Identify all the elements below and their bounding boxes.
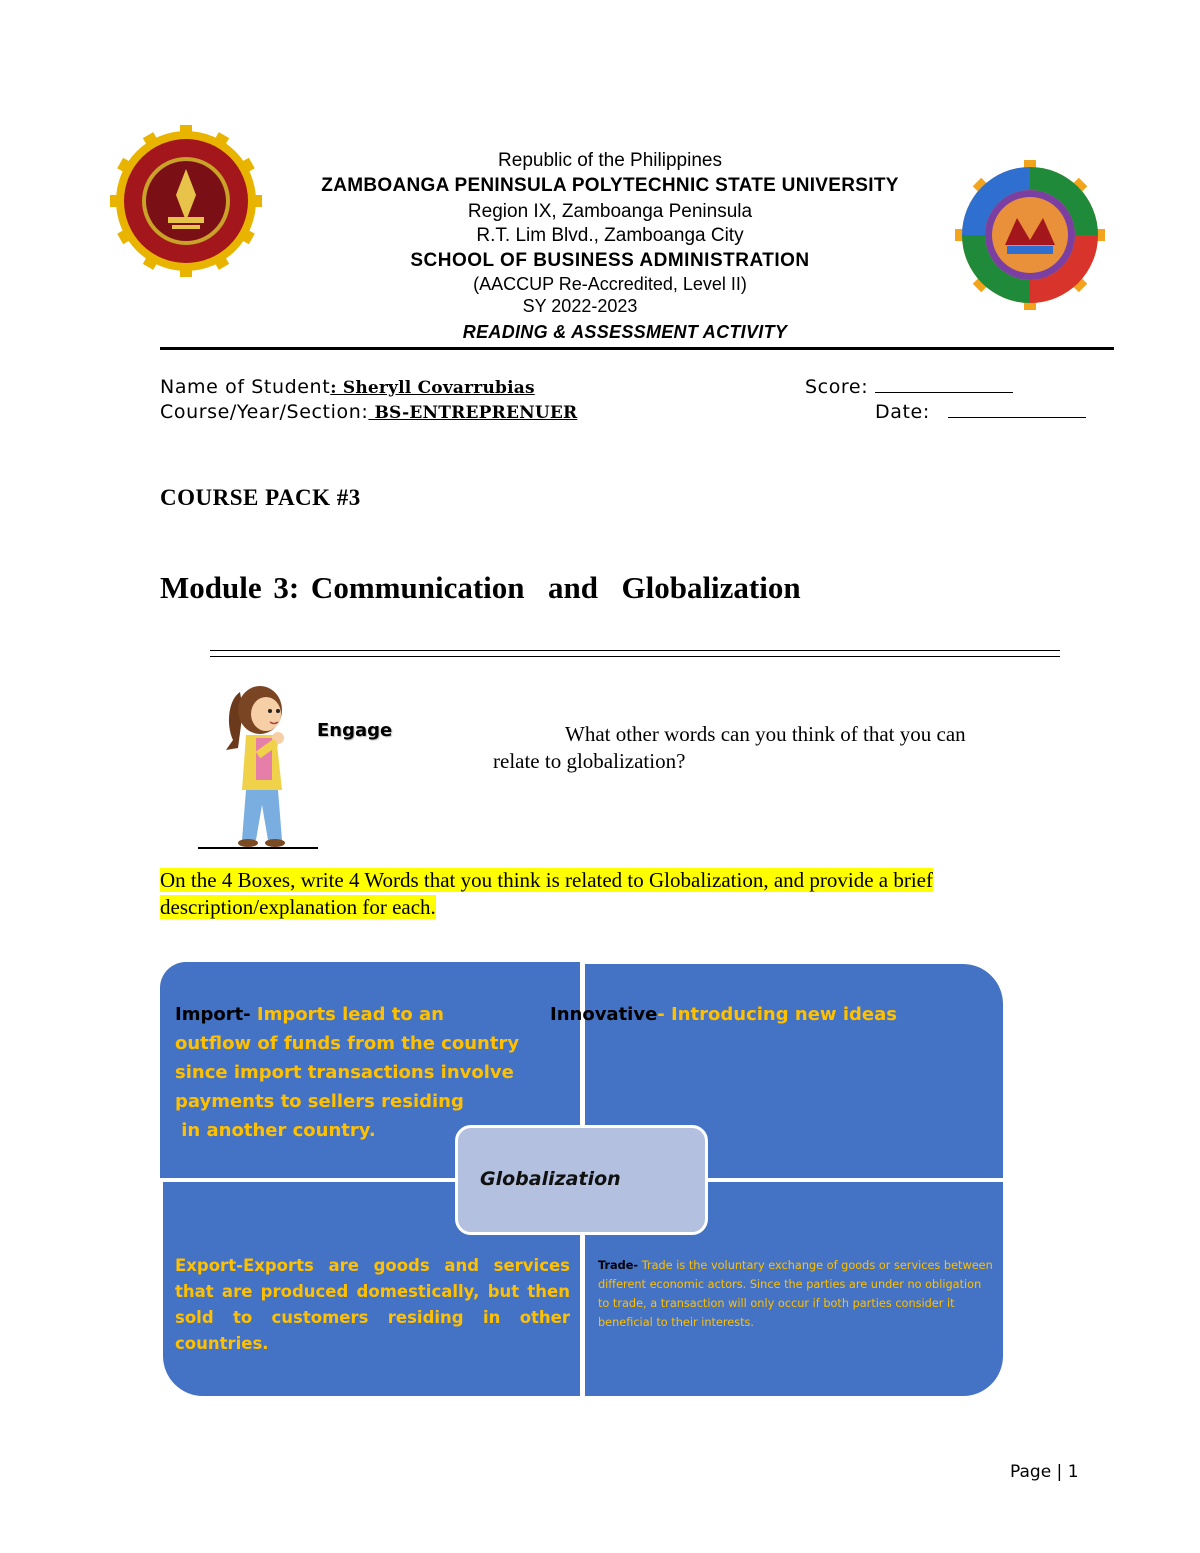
- score-label: Score:: [805, 376, 869, 398]
- import-term: Import-: [175, 1004, 251, 1025]
- import-desc-1: Imports lead to an: [250, 1004, 444, 1025]
- name-label: Name of Student: [160, 376, 331, 398]
- import-line-3: since import transactions involve: [175, 1062, 514, 1083]
- globalization-label: Globalization: [480, 1168, 621, 1190]
- export-term: Export-: [175, 1256, 243, 1275]
- trade-desc: Trade is the voluntary exchange of goods or services between different economic actors. Since the parties are under no obligation to trade, a transaction will only occur if both parties consider it beneficial to their interests.: [598, 1259, 993, 1329]
- instruction-text-2: description/explanation for each.: [160, 895, 436, 919]
- course-label: Course/Year/Section:: [160, 401, 369, 423]
- date-row: [875, 401, 1086, 423]
- address-line: R.T. Lim Blvd., Zamboanga City: [476, 225, 744, 246]
- export-desc: Exports are goods and services that are produced domestically, but then sold to customers residing in other countries.: [175, 1256, 570, 1353]
- innovative-desc: - Introducing new ideas: [657, 1004, 897, 1025]
- instruction-line1: [160, 867, 933, 894]
- instruction-text-1: On the 4 Boxes, write 4 Words that you think is related to Globalization, and provide a brief: [160, 868, 934, 892]
- import-line-4: payments to sellers residing: [175, 1091, 464, 1112]
- university-name: ZAMBOANGA PENINSULA POLYTECHNIC STATE UNIVERSITY: [321, 175, 899, 196]
- student-name-row: [160, 376, 535, 398]
- engage-question-line1: What other words can you think of that you can: [565, 722, 966, 746]
- date-label: Date:: [875, 401, 930, 423]
- course-value: BS-ENTREPRENUER: [368, 403, 578, 423]
- score-row: [805, 376, 1013, 398]
- accreditation-line: (AACCUP Re-Accredited, Level II): [473, 274, 747, 294]
- trade-text: [598, 1256, 993, 1332]
- course-row: [160, 401, 577, 423]
- import-line-1: [175, 1000, 565, 1029]
- page-number: Page | 1: [1010, 1462, 1079, 1482]
- globalization-diagram: [158, 960, 1005, 1400]
- innovative-text: [550, 1000, 897, 1029]
- engage-question-line2: relate to globalization?: [493, 749, 686, 773]
- engage-label: Engage: [317, 720, 393, 741]
- import-line-2: outflow of funds from the country: [175, 1033, 520, 1054]
- course-pack-title: COURSE PACK #3: [160, 485, 361, 510]
- globalization-center-box: [455, 1125, 708, 1235]
- import-text: [175, 1000, 565, 1145]
- export-text: [175, 1253, 570, 1357]
- innovative-term: Innovative: [550, 1004, 658, 1025]
- thinking-girl-illustration: [198, 680, 318, 850]
- module-title: Module 3: Communication and Globalization: [160, 570, 801, 605]
- region-line: Region IX, Zamboanga Peninsula: [467, 201, 753, 222]
- document-header: [200, 0, 1020, 350]
- module-divider: [210, 650, 1060, 657]
- date-blank: [948, 401, 1086, 418]
- school-year: SY 2022-2023: [522, 296, 638, 316]
- score-blank: [875, 376, 1013, 393]
- school-name: SCHOOL OF BUSINESS ADMINISTRATION: [410, 250, 810, 271]
- header-divider: [160, 347, 1114, 350]
- import-line-5: in another country.: [175, 1120, 376, 1141]
- trade-term: Trade-: [598, 1259, 639, 1272]
- illustration-baseline: [198, 847, 318, 849]
- activity-title: READING & ASSESSMENT ACTIVITY: [462, 322, 788, 342]
- instruction-line2: [160, 894, 436, 921]
- student-name-value: : Sheryll Covarrubias: [330, 378, 535, 398]
- republic-line: Republic of the Philippines: [498, 150, 722, 171]
